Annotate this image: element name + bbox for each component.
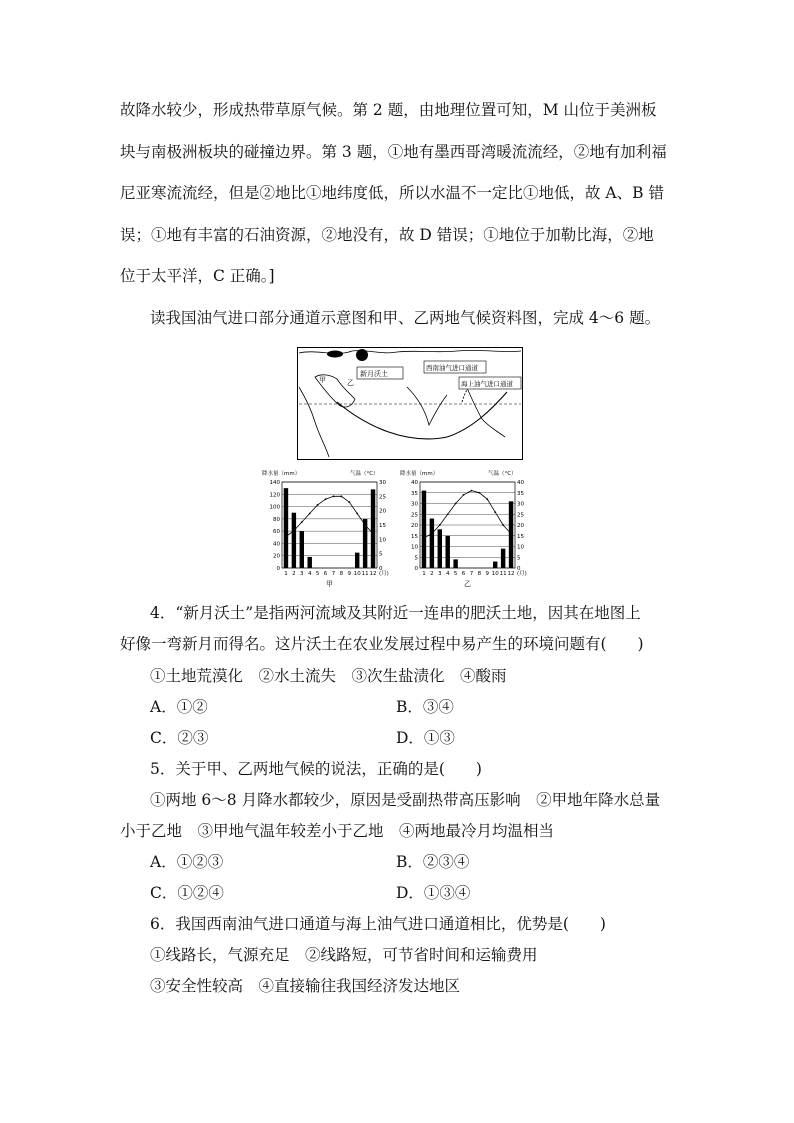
jia-chart-title: 甲 <box>326 580 333 588</box>
explanation-line-1: 故降水较少，形成热带草原气候。第 2 题，由地理位置可知，M 山位于美洲板 <box>120 101 657 119</box>
jia-y-tick-label: 60 <box>273 529 280 536</box>
jia-temp-point <box>340 495 342 497</box>
jia-precip-unit: 降水量（mm） <box>262 471 301 477</box>
q5-stem: 5．关于甲、乙两地气候的说法，正确的是( ) <box>150 760 482 778</box>
yi-y-tick-label: 20 <box>411 523 418 529</box>
jia-x-tick-label: 12 <box>369 571 377 577</box>
intro-line: 读我国油气进口部分通道示意图和甲、乙两地气候资料图，完成 4～6 题。 <box>150 309 661 327</box>
jia-precip-bar <box>292 513 296 568</box>
map-label-jia: 甲 <box>319 376 326 384</box>
jia-y2-tick-label: 0 <box>379 566 383 572</box>
q5-items-line-2: 小于乙地 ③甲地气温年较差小于乙地 ④两地最冷月均温相当 <box>120 822 555 840</box>
yi-x-tick-label: 7 <box>469 571 474 577</box>
yi-y-tick-label: 10 <box>411 544 418 551</box>
yi-x-tick-label: 1 <box>422 571 426 577</box>
yi-x-tick-label: 3 <box>438 571 442 577</box>
jia-plot-frame <box>282 482 377 568</box>
caspian-sea <box>356 349 368 361</box>
yi-temp-point <box>431 533 433 535</box>
jia-temp-point <box>348 501 350 503</box>
q6-items-line-1: ①线路长，气源充足 ②线路短，可节省时间和运输费用 <box>150 946 538 964</box>
jia-temp-point <box>356 513 358 515</box>
yi-precip-bar <box>509 501 513 568</box>
yi-x-tick-label: 4 <box>445 571 450 577</box>
jia-temp-point <box>309 513 311 515</box>
jia-x-tick-label: 4 <box>307 571 312 577</box>
yi-precip-bar <box>438 529 442 568</box>
yi-x-tick-label: 9 <box>485 571 490 577</box>
yi-precip-bar <box>422 491 426 568</box>
jia-y2-tick-label: 5 <box>379 551 383 558</box>
jia-y2-tick-label: 25 <box>379 494 386 501</box>
jia-temp-line <box>286 496 373 536</box>
q6-stem: 6．我国西南油气进口通道与海上油气进口通道相比，优势是( ) <box>150 915 606 933</box>
yi-chart-title: 乙 <box>464 580 471 588</box>
yi-precip-bar <box>501 549 505 568</box>
oil-gas-route-map <box>297 347 523 460</box>
jia-x-tick-label: 10 <box>353 571 361 577</box>
jia-y-tick-label: 140 <box>269 480 280 486</box>
yi-y-tick-label: 5 <box>414 555 418 562</box>
climate-chart-yi <box>400 468 535 590</box>
yi-x-tick-label: 5 <box>453 571 458 577</box>
q5-option-c[interactable]: C．①②④ <box>150 884 224 902</box>
map-label-crescent: 新月沃土 <box>360 370 388 378</box>
jia-y-tick-label: 120 <box>269 492 280 499</box>
yi-precip-bar <box>445 536 449 568</box>
jia-x-tick-label: 6 <box>323 571 328 577</box>
yi-temp-point <box>478 492 480 494</box>
q4-option-c[interactable]: C．②③ <box>150 729 209 747</box>
jia-temp-point <box>301 521 303 523</box>
yi-y-tick-label: 15 <box>411 533 418 540</box>
jia-x-tick-label: 2 <box>292 571 296 577</box>
q4-items: ①土地荒漠化 ②水土流失 ③次生盐渍化 ④酸雨 <box>150 667 507 685</box>
explanation-line-2: 块与南极洲板块的碰撞边界。第 3 题，①地有墨西哥湾暖流流经，②地有加利福 <box>120 143 667 161</box>
jia-temp-unit: 气温（°C） <box>350 471 379 477</box>
yi-temp-point <box>447 513 449 515</box>
q4-stem-line-2: 好像一弯新月而得名。这片沃土在农业发展过程中易产生的环境问题有( ) <box>120 635 644 653</box>
jia-month-unit: (月) <box>379 571 389 577</box>
jia-x-tick-label: 8 <box>339 571 344 577</box>
jia-y-tick-label: 0 <box>276 566 280 572</box>
yi-y2-tick-label: 15 <box>517 533 524 540</box>
yi-temp-point <box>471 490 473 492</box>
yi-x-tick-label: 12 <box>507 571 515 577</box>
explanation-line-3: 尼亚寒流流经，但是②地比①地纬度低，所以水温不一定比①地低，故 A、B 错 <box>120 184 664 202</box>
yi-temp-point <box>439 524 441 526</box>
yi-y-tick-label: 25 <box>411 512 418 519</box>
yi-temp-unit: 气温（°C） <box>488 471 517 477</box>
jia-temp-point <box>285 536 287 538</box>
black-sea <box>327 351 343 358</box>
q5-option-d[interactable]: D．①③④ <box>396 884 471 902</box>
jia-x-tick-label: 9 <box>347 571 352 577</box>
jia-temp-point <box>293 530 295 532</box>
jia-x-tick-label: 7 <box>331 571 336 577</box>
jia-precip-bar <box>300 531 304 568</box>
jia-temp-point <box>364 524 366 526</box>
yi-y-tick-label: 30 <box>411 501 418 508</box>
jia-x-tick-label: 5 <box>315 571 320 577</box>
q5-option-b[interactable]: B．②③④ <box>396 853 470 871</box>
jia-y2-tick-label: 15 <box>379 523 386 529</box>
yi-month-unit: (月) <box>517 571 527 577</box>
yi-precip-bar <box>453 559 457 568</box>
yi-y2-tick-label: 40 <box>517 480 524 486</box>
yi-y2-tick-label: 0 <box>517 566 521 572</box>
q4-option-a[interactable]: A．①② <box>150 698 208 716</box>
yi-y2-tick-label: 25 <box>517 512 524 519</box>
q5-option-a[interactable]: A．①②③ <box>150 853 224 871</box>
q6-items-line-2: ③安全性较高 ④直接输往我国经济发达地区 <box>150 977 461 995</box>
jia-y2-tick-label: 20 <box>379 508 386 515</box>
q4-option-d[interactable]: D．①③ <box>396 729 455 747</box>
yi-y2-tick-label: 30 <box>517 501 524 508</box>
yi-temp-point <box>510 533 512 535</box>
yi-precip-bar <box>430 519 434 568</box>
q4-stem-line-1: 4．“新月沃土”是指两河流域及其附近一连串的肥沃土地，因其在地图上 <box>150 604 641 622</box>
yi-x-tick-label: 6 <box>461 571 466 577</box>
jia-x-tick-label: 1 <box>284 571 288 577</box>
yi-y-tick-label: 35 <box>411 490 418 497</box>
yi-temp-point <box>494 511 496 513</box>
jia-y-tick-label: 100 <box>269 504 280 511</box>
yi-y2-tick-label: 20 <box>517 523 524 529</box>
jia-temp-point <box>372 533 374 535</box>
yi-y2-tick-label: 10 <box>517 544 524 551</box>
jia-y-tick-label: 80 <box>273 516 280 523</box>
yi-precip-unit: 降水量（mm） <box>400 471 439 477</box>
jia-temp-point <box>333 495 335 497</box>
yi-x-tick-label: 11 <box>499 571 507 577</box>
climate-chart-jia <box>262 468 397 590</box>
explanation-line-5: 位于太平洋，C 正确。] <box>120 267 275 285</box>
yi-temp-point <box>455 503 457 505</box>
jia-temp-point <box>325 498 327 500</box>
jia-y2-tick-label: 30 <box>379 480 386 486</box>
yi-temp-point <box>486 498 488 500</box>
yi-y-tick-label: 0 <box>414 566 418 572</box>
map-label-southwest: 西南油气进口通道 <box>426 364 478 372</box>
yi-y-tick-label: 40 <box>411 480 418 486</box>
yi-precip-bar <box>493 562 497 568</box>
jia-x-tick-label: 3 <box>300 571 304 577</box>
jia-x-tick-label: 11 <box>361 571 369 577</box>
q4-option-b[interactable]: B．③④ <box>396 698 454 716</box>
jia-precip-bar <box>307 557 311 568</box>
jia-y-tick-label: 20 <box>273 553 280 560</box>
yi-x-tick-label: 8 <box>477 571 482 577</box>
jia-y2-tick-label: 10 <box>379 537 386 544</box>
yi-x-tick-label: 2 <box>430 571 434 577</box>
map-label-yi: 乙 <box>347 379 354 387</box>
yi-x-tick-label: 10 <box>491 571 499 577</box>
map-label-sea: 海上油气进口通道 <box>461 380 513 388</box>
yi-y2-tick-label: 5 <box>517 555 521 562</box>
jia-precip-bar <box>355 553 359 568</box>
explanation-line-4: 误；①地有丰富的石油资源，②地没有，故 D 错误；①地位于加勒比海，②地 <box>120 226 654 244</box>
yi-temp-point <box>423 537 425 539</box>
jia-y-tick-label: 40 <box>273 541 280 548</box>
q5-items-line-1: ①两地 6～8 月降水都较少，原因是受副热带高压影响 ②甲地年降水总量 <box>150 791 661 809</box>
yi-temp-point <box>502 524 504 526</box>
jia-precip-bar <box>371 489 375 568</box>
jia-temp-point <box>317 504 319 506</box>
jia-precip-bar <box>284 488 288 568</box>
yi-y2-tick-label: 35 <box>517 490 524 497</box>
yi-temp-point <box>463 494 465 496</box>
